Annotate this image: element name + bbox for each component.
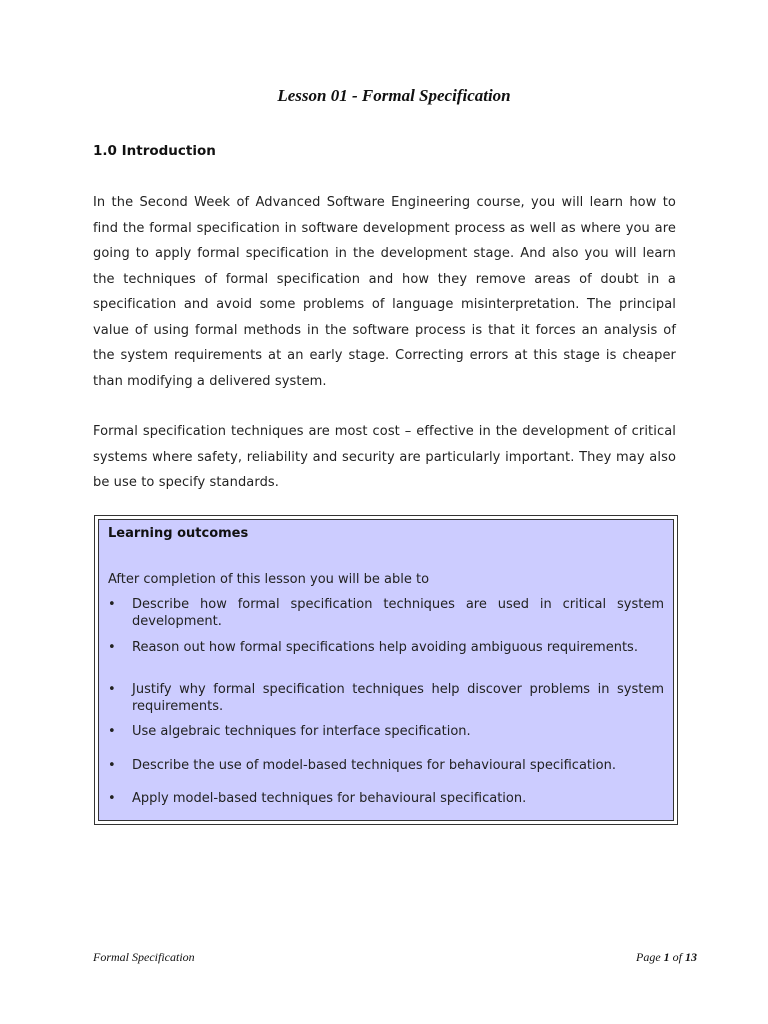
learning-outcomes-panel — [98, 519, 674, 821]
learning-outcome-item — [108, 639, 664, 656]
page-prefix: Page — [636, 950, 664, 964]
learning-outcome-item — [108, 757, 664, 774]
learning-outcomes-heading: Learning outcomes — [108, 526, 249, 541]
learning-outcome-item — [108, 790, 664, 807]
learning-outcome-text: Apply model-based techniques for behavioural specification. — [132, 791, 527, 806]
learning-outcomes-intro: After completion of this lesson you will be able to — [108, 572, 430, 587]
document-title: Lesson 01 - Formal Specification — [277, 86, 511, 105]
bullet-icon: • — [108, 724, 116, 739]
footer-document-name: Formal Specification — [93, 950, 195, 964]
bullet-icon: • — [108, 791, 116, 806]
bullet-icon: • — [108, 682, 116, 697]
intro-paragraph-1: In the Second Week of Advanced Software Engineering course, you will learn how to find the formal specification in software development process as well as where you are going to apply formal specification in the development stage. And also you will learn the techniques of formal specification and how they remove areas of doubt in a specification and avoid some problems of language misinterpretation. The principal value of using formal methods in the software process is that it forces an analysis of the system requirements at an early stage. Correcting errors at this stage is cheaper than modifying a delivered system. — [93, 195, 676, 389]
learning-outcome-text: Describe how formal specification techniques are used in critical system development. — [132, 597, 664, 629]
intro-paragraph-2: Formal specification techniques are most cost – effective in the development of critical systems where safety, reliability and security are particularly important. They may also be use to specify standards. — [93, 424, 676, 490]
section-heading: 1.0 Introduction — [93, 143, 216, 159]
learning-outcome-text: Describe the use of model-based techniques for behavioural specification. — [132, 758, 616, 773]
learning-outcome-text: Use algebraic techniques for interface specification. — [132, 724, 471, 739]
bullet-icon: • — [108, 640, 116, 655]
page-current: 1 — [663, 950, 670, 964]
page-total: 13 — [685, 950, 697, 964]
page-of: of — [669, 950, 685, 964]
learning-outcome-text: Justify why formal specification techniques help discover problems in system requirements. — [132, 682, 664, 714]
learning-outcomes-box — [94, 515, 678, 825]
learning-outcome-item — [108, 596, 664, 630]
learning-outcome-text: Reason out how formal specifications help avoiding ambiguous requirements. — [132, 640, 638, 655]
footer-page-number — [636, 950, 697, 965]
learning-outcome-item — [108, 723, 664, 740]
bullet-icon: • — [108, 597, 116, 612]
learning-outcome-item — [108, 681, 664, 715]
bullet-icon: • — [108, 758, 116, 773]
